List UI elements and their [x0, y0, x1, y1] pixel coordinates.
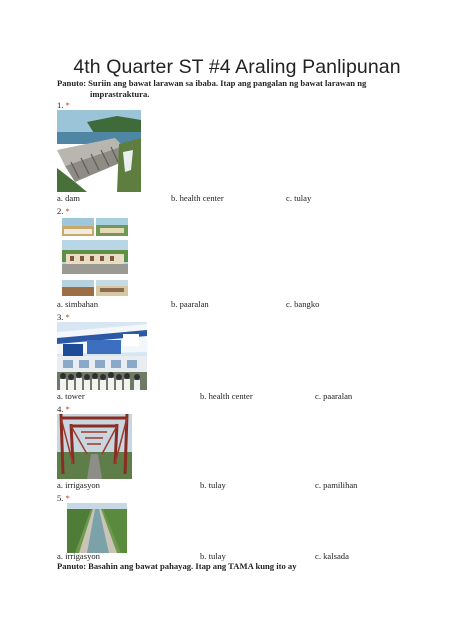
question-number-text: 3.: [57, 312, 64, 322]
instructions: [57, 78, 387, 100]
q4-choice-a[interactable]: a. irrigasyon: [57, 480, 100, 490]
q2-choice-a[interactable]: a. simbahan: [57, 299, 99, 309]
bridge-photo: [57, 414, 132, 479]
q5-choice-a[interactable]: a. irrigasyon: [57, 551, 100, 561]
question-number-text: 2.: [57, 206, 64, 216]
required-mark: *: [65, 404, 70, 414]
school-collage-photo: [60, 216, 130, 298]
dam-photo: [57, 110, 141, 192]
irrigation-canal-photo: [67, 503, 127, 553]
q2-choice-b[interactable]: b. paaralan: [171, 299, 209, 309]
q1-choice-b[interactable]: b. health center: [171, 193, 224, 203]
question-1-number: [57, 100, 70, 110]
health-center-photo: [57, 322, 147, 390]
q3-choice-a[interactable]: a. tower: [57, 391, 85, 401]
instructions-label: Panuto:: [57, 78, 87, 88]
page-title: 4th Quarter ST #4 Araling Panlipunan: [73, 56, 401, 78]
required-mark: *: [65, 206, 70, 216]
question-number-text: 4.: [57, 404, 64, 414]
q3-choice-c[interactable]: c. paaralan: [315, 391, 353, 401]
question-number-text: 1.: [57, 100, 64, 110]
question-number-text: 5.: [57, 493, 64, 503]
q4-choice-b[interactable]: b. tulay: [200, 480, 226, 490]
required-mark: *: [65, 493, 70, 503]
q1-choice-a[interactable]: a. dam: [57, 193, 80, 203]
q5-choice-b[interactable]: b. tulay: [200, 551, 226, 561]
instructions-line-2: imprastraktura.: [90, 89, 150, 99]
required-mark: *: [65, 312, 70, 322]
q2-choice-c[interactable]: c. bangko: [286, 299, 320, 309]
question-5-number: [57, 493, 70, 503]
q3-choice-b[interactable]: b. health center: [200, 391, 253, 401]
question-3-number: [57, 312, 70, 322]
instructions-2-text: Basahin ang bawat pahayag. Itap ang TAMA kung ito ay: [88, 561, 297, 571]
instructions-line-1: Suriin ang bawat larawan sa ibaba. Itap ang pangalan ng bawat larawan ng: [88, 78, 367, 88]
question-2-number: [57, 206, 70, 216]
instructions-2: [57, 561, 297, 571]
q5-choice-c[interactable]: c. kalsada: [315, 551, 349, 561]
required-mark: *: [65, 100, 70, 110]
q4-choice-c[interactable]: c. pamilihan: [315, 480, 358, 490]
q1-choice-c[interactable]: c. tulay: [286, 193, 312, 203]
question-4-number: [57, 404, 70, 414]
instructions-2-label: Panuto:: [57, 561, 87, 571]
